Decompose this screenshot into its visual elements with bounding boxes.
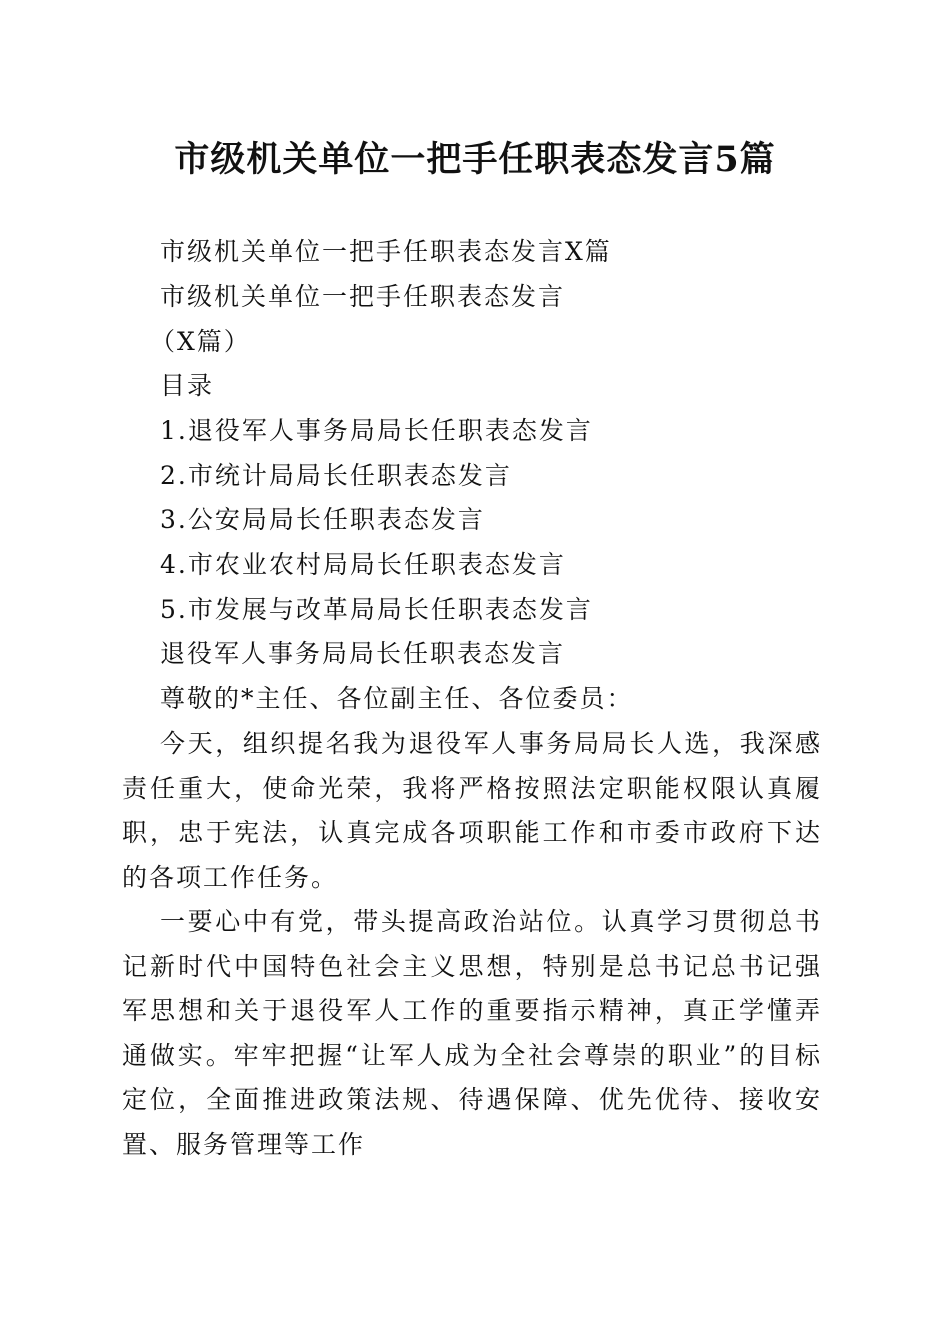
body-paragraph — [122, 722, 822, 900]
section-heading: 退役军人事务局局长任职表态发言 — [160, 639, 566, 668]
salutation: 尊敬的*主任、各位副主任、各位委员： — [160, 684, 634, 713]
paragraph-text: 今天，组织提名我为退役军人事务局局长人选，我深感责任重大，使命光荣，我将严格按照法定职能权限认真履职，忠于宪法，认真完成各项职能工作和市委市政府下达的各项工作任务。 — [122, 729, 822, 892]
paragraph-text: 一要心中有党，带头提高政治站位。认真学习贯彻总书记新时代中国特色社会主义思想，特别是总书记总书记强军思想和关于退役军人工作的重要指示精神，真正学懂弄通做实。牢牢把握“让军人成为全社会尊崇的职业”的目标定位，全面推进政策法规、待遇保障、优先优待、接收安置、服务管理等工作 — [122, 907, 822, 1159]
body-paragraph — [122, 900, 822, 1167]
subtitle-line-2: 市级机关单位一把手任职表态发言 — [160, 282, 566, 311]
toc-item: 4.市农业农村局局长任职表态发言 — [160, 550, 566, 579]
subtitle-line: 市级机关单位一把手任职表态发言X篇 — [160, 237, 612, 266]
toc-item: 5.市发展与改革局局长任职表态发言 — [160, 595, 593, 624]
count-line: （X篇） — [150, 327, 251, 356]
toc-item: 1.退役军人事务局局长任职表态发言 — [160, 416, 593, 445]
toc-item: 2.市统计局局长任职表态发言 — [160, 461, 512, 490]
document-title: 市级机关单位一把手任职表态发言5篇 — [174, 139, 776, 180]
toc-heading: 目录 — [160, 371, 215, 400]
toc-item: 3.公安局局长任职表态发言 — [160, 505, 485, 534]
